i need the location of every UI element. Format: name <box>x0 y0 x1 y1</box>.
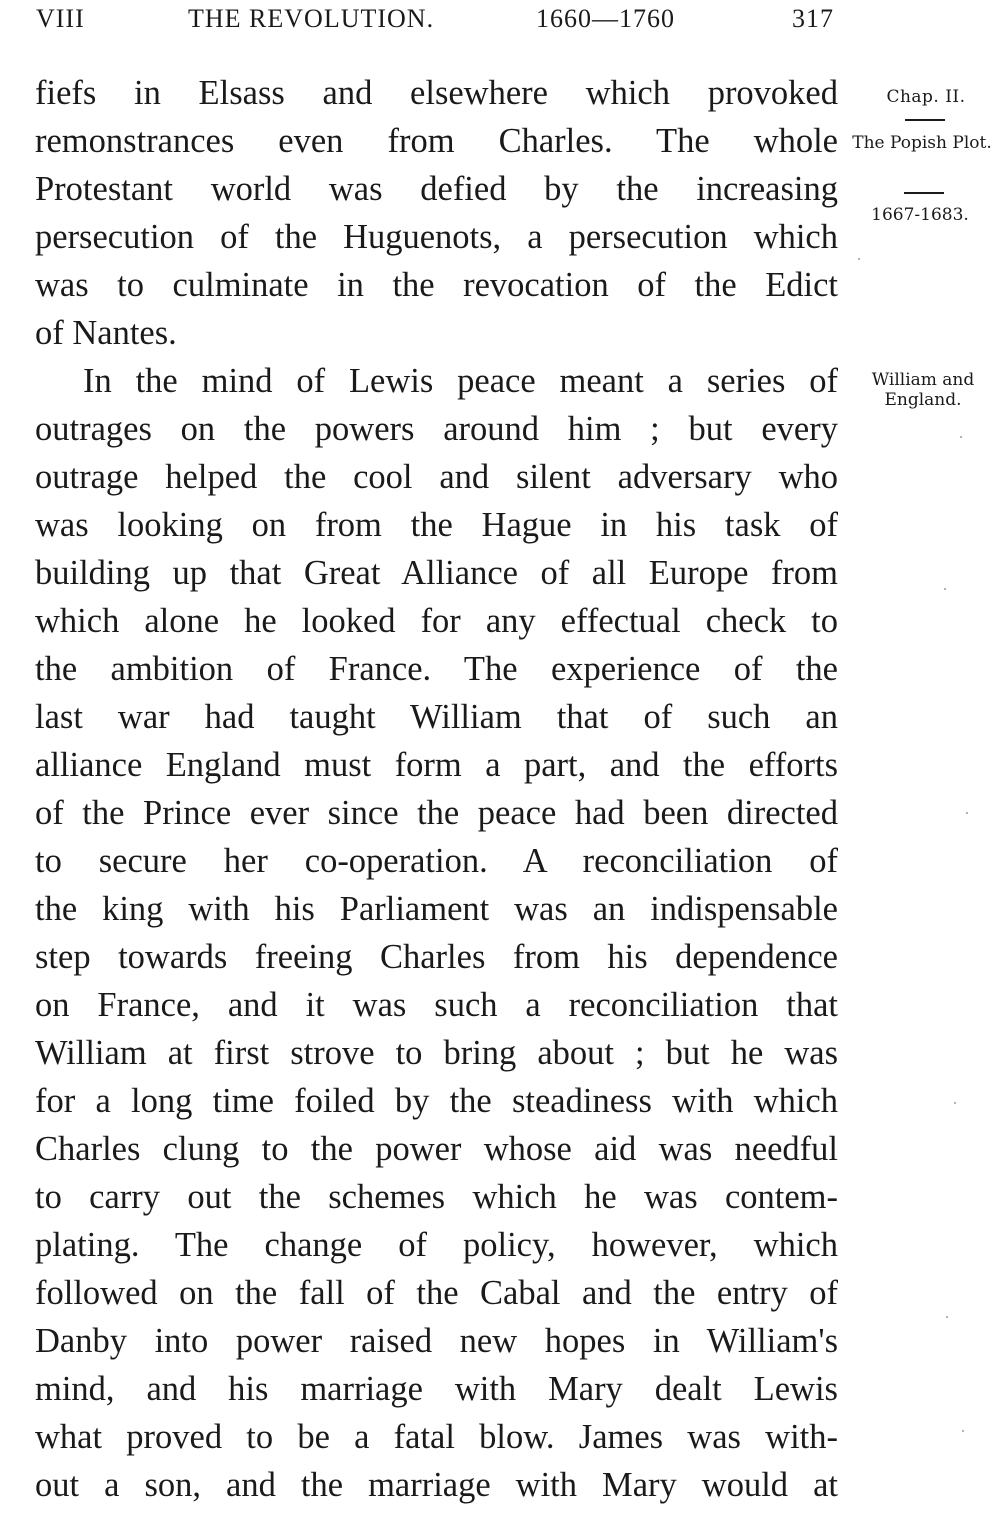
text-line: the king with his Parliament was an indispensable <box>35 890 838 928</box>
margin-topic: The Popish Plot. <box>852 133 992 153</box>
text-line: Danby into power raised new hopes in William's <box>35 1322 838 1360</box>
text-line: of Nantes. <box>35 314 177 352</box>
text-line: In the mind of Lewis peace meant a series of <box>83 362 838 400</box>
running-head <box>36 4 836 36</box>
text-line: to secure her co-operation. A reconciliation of <box>35 842 838 880</box>
text-line: was to culminate in the revocation of the Edict <box>35 266 838 304</box>
text-line: out a son, and the marriage with Mary would at <box>35 1466 838 1504</box>
running-title: THE REVOLUTION. <box>188 4 435 33</box>
text-line: what proved to be a fatal blow. James was with- <box>35 1418 838 1456</box>
scan-speck <box>962 1430 964 1432</box>
scan-speck <box>858 258 860 260</box>
margin-rule <box>905 119 945 121</box>
text-line: William at first strove to bring about ; but he was <box>35 1034 838 1072</box>
text-line: plating. The change of policy, however, which <box>35 1226 838 1264</box>
text-line: persecution of the Huguenots, a persecution which <box>35 218 838 256</box>
text-line: Charles clung to the power whose aid was needful <box>35 1130 838 1168</box>
text-line: the ambition of France. The experience of the <box>35 650 838 688</box>
margin-dates: 1667-1683. <box>871 205 969 225</box>
text-line: was looking on from the Hague in his task of <box>35 506 838 544</box>
text-line: step towards freeing Charles from his dependence <box>35 938 838 976</box>
text-line: Protestant world was defied by the increasing <box>35 170 838 208</box>
text-line: of the Prince ever since the peace had been directed <box>35 794 838 832</box>
text-line: to carry out the schemes which he was contem- <box>35 1178 838 1216</box>
margin-chapter: Chap. II. <box>886 87 966 107</box>
text-line: mind, and his marriage with Mary dealt Lewis <box>35 1370 838 1408</box>
text-line: last war had taught William that of such an <box>35 698 838 736</box>
body-text <box>35 69 838 1509</box>
scan-speck <box>966 812 968 814</box>
margin-topic-william: William and England. <box>871 370 975 410</box>
running-years: 1660—1760 <box>536 4 675 33</box>
text-line: which alone he looked for any effectual check to <box>35 602 838 640</box>
text-line: alliance England must form a part, and the efforts <box>35 746 838 784</box>
text-line: remonstrances even from Charles. The whole <box>35 122 838 160</box>
margin-rule <box>904 192 944 194</box>
page-number: 317 <box>792 4 834 33</box>
text-line: for a long time foiled by the steadiness with which <box>35 1082 838 1120</box>
scan-speck <box>954 1102 956 1104</box>
scan-speck <box>944 588 946 590</box>
scan-speck <box>946 1316 948 1318</box>
scan-speck <box>960 436 962 438</box>
text-line: building up that Great Alliance of all Europe from <box>35 554 838 592</box>
part-number: VIII <box>36 4 85 33</box>
text-line: followed on the fall of the Cabal and the entry of <box>35 1274 838 1312</box>
text-line: fiefs in Elsass and elsewhere which provoked <box>35 74 838 112</box>
text-line: outrages on the powers around him ; but every <box>35 410 838 448</box>
text-line: outrage helped the cool and silent adversary who <box>35 458 838 496</box>
text-line: on France, and it was such a reconciliation that <box>35 986 838 1024</box>
